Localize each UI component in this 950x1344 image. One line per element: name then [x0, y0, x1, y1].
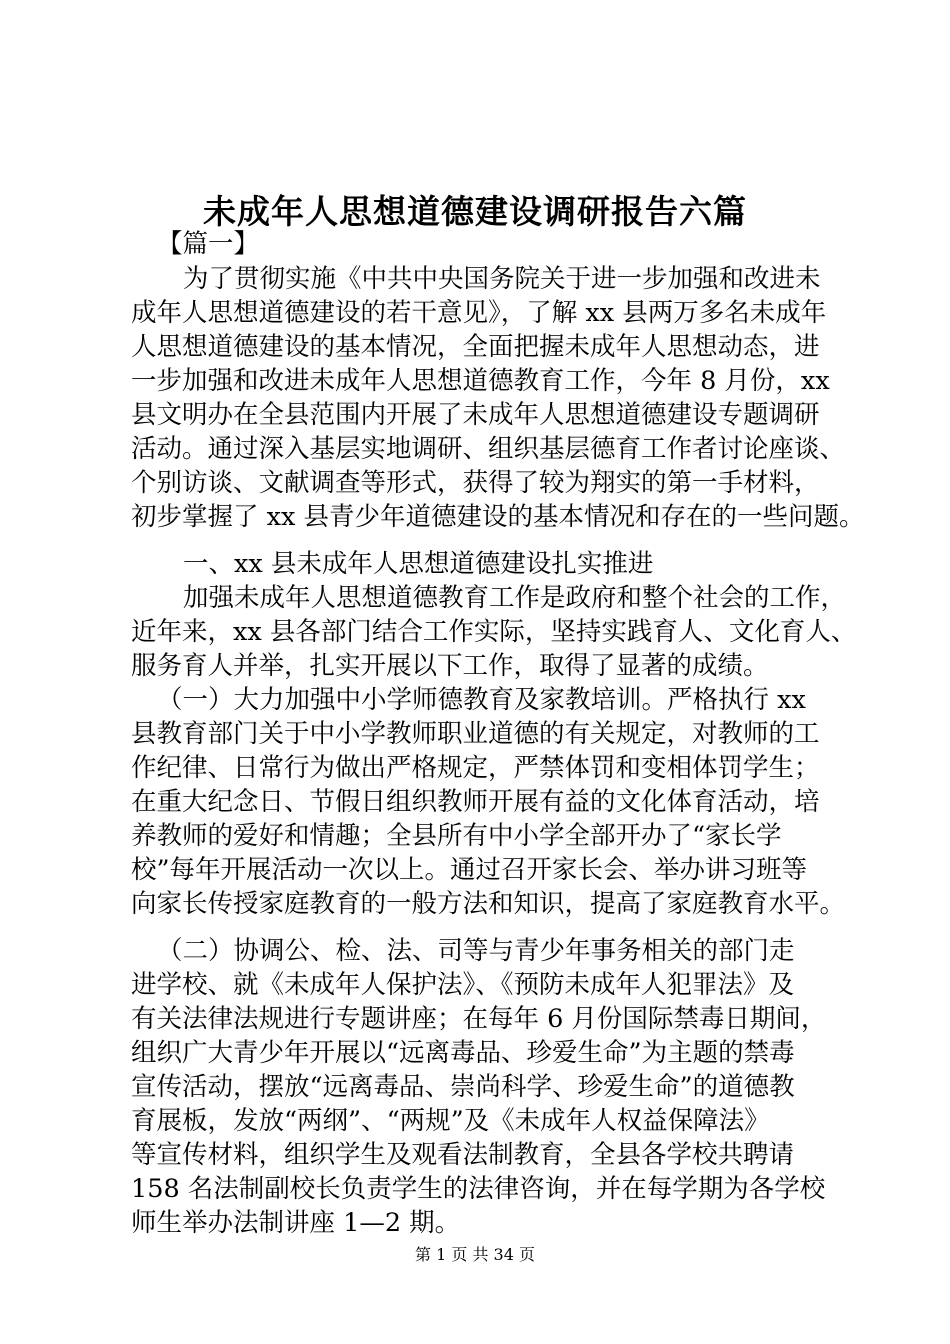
paragraph-line: 宣传活动，摆放“远离毒品、崇尚科学、珍爱生命”的道德教	[131, 1072, 795, 1102]
paragraph-line: 育展板，发放“两纲”、“两规”及《未成年人权益保障法》	[131, 1106, 770, 1136]
paragraph-line: （一）大力加强中小学师德教育及家教培训。严格执行 xx	[157, 685, 806, 715]
paragraph-line: 加强未成年人思想道德教育工作是政府和整个社会的工作，	[183, 583, 847, 613]
paragraph-line: 服务育人并举，扎实开展以下工作，取得了显著的成绩。	[131, 651, 769, 681]
paragraph-line: 近年来，xx 县各部门结合工作实际，坚持实践育人、文化育人、	[131, 617, 857, 647]
paragraph-line: 有关法律法规进行专题讲座；在每年 6 月份国际禁毒日期间，	[131, 1004, 827, 1034]
paragraph-line: 人思想道德建设的基本情况，全面把握未成年人思想动态，进	[131, 332, 820, 362]
section-label: 【篇一】	[157, 229, 260, 259]
paragraph-line: 活动。通过深入基层实地调研、组织基层德育工作者讨论座谈、	[131, 434, 846, 464]
document-title: 未成年人思想道德建设调研报告六篇	[203, 192, 747, 231]
paragraph-line: 初步掌握了 xx 县青少年道德建设的基本情况和存在的一些问题。	[131, 502, 865, 532]
paragraph-line: 养教师的爱好和情趣；全县所有中小学全部开办了“家长学	[131, 821, 782, 851]
paragraph-line: 158 名法制副校长负责学生的法律咨询，并在每学期为各学校	[131, 1174, 826, 1204]
paragraph-line: 县教育部门关于中小学教师职业道德的有关规定，对教师的工	[131, 719, 820, 749]
paragraph-line: 成年人思想道德建设的若干意见》，了解 xx 县两万多名未成年	[131, 298, 827, 328]
paragraph-line: （二）协调公、检、法、司等与青少年事务相关的部门走	[157, 936, 795, 966]
paragraph-line: 一步加强和改进未成年人思想道德教育工作，今年 8 月份，xx	[131, 366, 830, 396]
paragraph-line: 为了贯彻实施《中共中央国务院关于进一步加强和改进未	[183, 264, 821, 294]
paragraph-line: 组织广大青少年开展以“远离毒品、珍爱生命”为主题的禁毒	[131, 1038, 795, 1068]
paragraph-line: 个别访谈、文献调查等形式，获得了较为翔实的第一手材料，	[131, 468, 820, 498]
paragraph-line: 校”每年开展活动一次以上。通过召开家长会、举办讲习班等	[131, 855, 808, 885]
paragraph-line: 等宣传材料，组织学生及观看法制教育，全县各学校共聘请	[131, 1140, 795, 1170]
paragraph-line: 作纪律、日常行为做出严格规定，严禁体罚和变相体罚学生；	[131, 753, 820, 783]
section-heading: 一、xx 县未成年人思想道德建设扎实推进	[183, 549, 654, 579]
paragraph-line: 在重大纪念日、节假日组织教师开展有益的文化体育活动，培	[131, 787, 820, 817]
paragraph-line: 向家长传授家庭教育的一般方法和知识，提高了家庭教育水平。	[131, 889, 846, 919]
paragraph-line: 县文明办在全县范围内开展了未成年人思想道德建设专题调研	[131, 400, 820, 430]
paragraph-line: 师生举办法制讲座 1—2 期。	[131, 1208, 461, 1238]
page-number: 第 1 页 共 34 页	[415, 1245, 535, 1264]
paragraph-line: 进学校、就《未成年人保护法》、《预防未成年人犯罪法》及	[131, 970, 795, 1000]
